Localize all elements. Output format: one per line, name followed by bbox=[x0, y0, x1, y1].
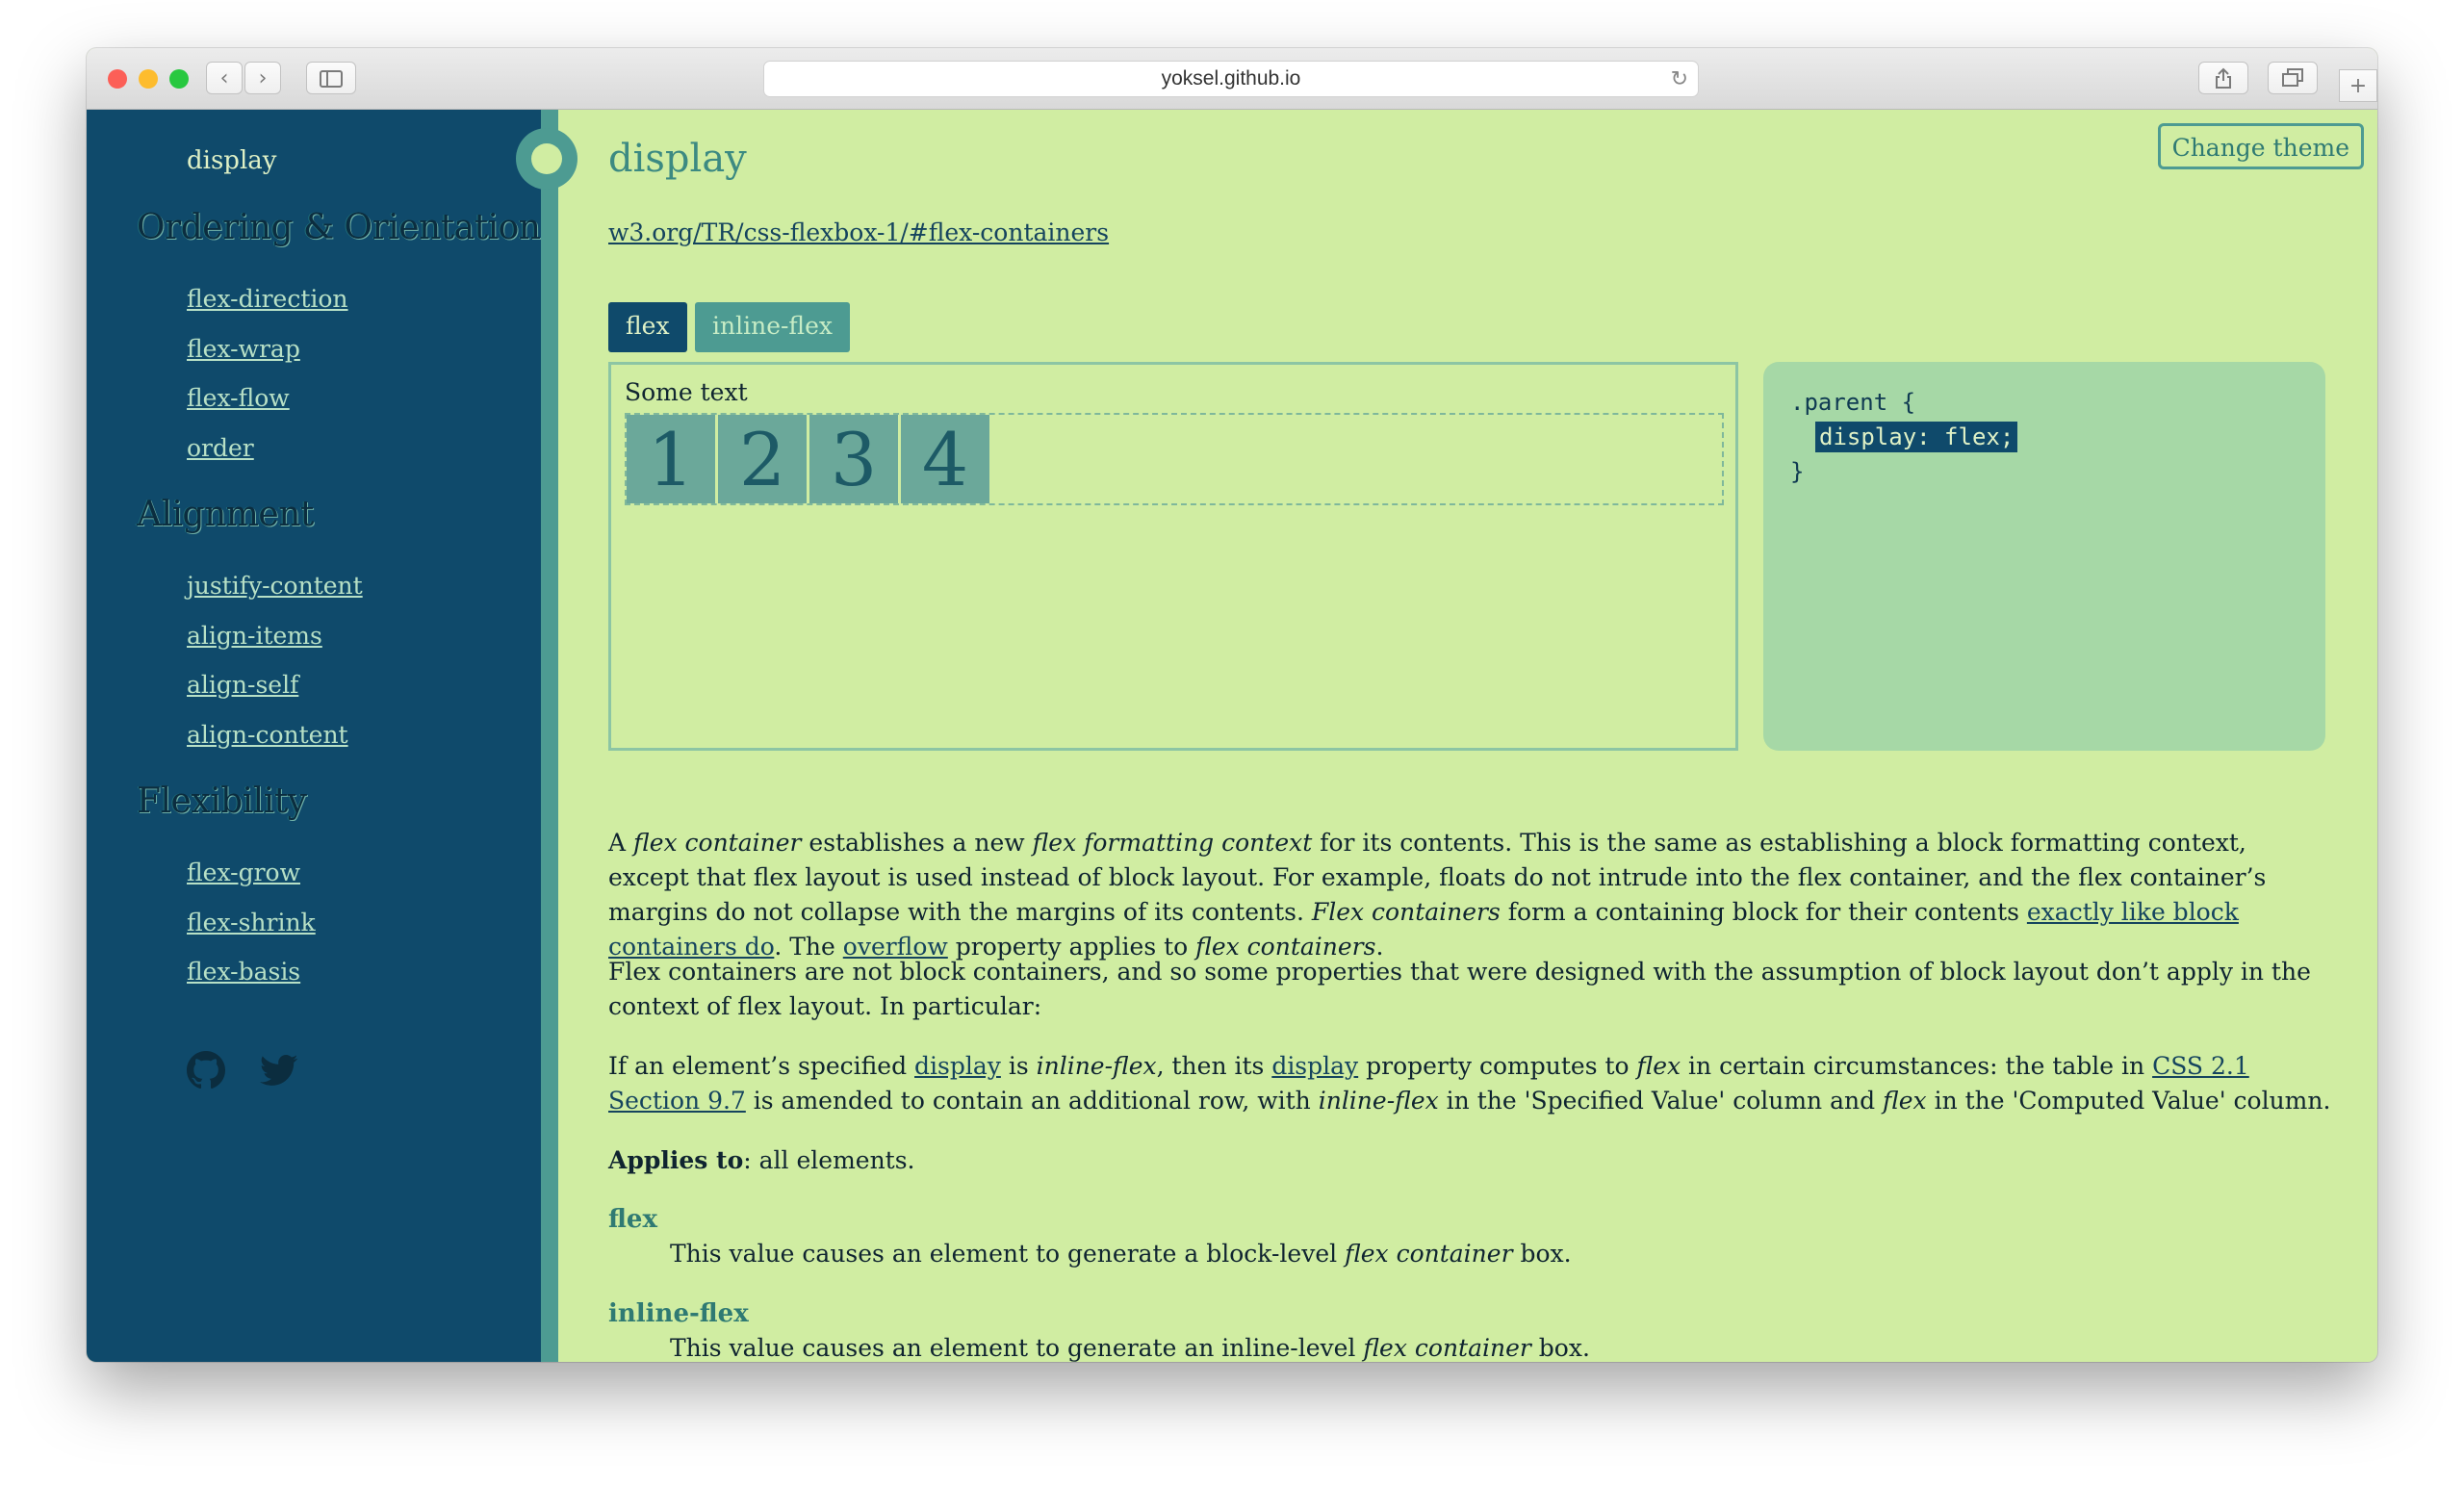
definition-description: This value causes an element to generate an inline-level flex container box. bbox=[670, 1334, 1590, 1362]
sidebar-heading: Alignment bbox=[137, 495, 314, 534]
plus-icon: + bbox=[2348, 74, 2368, 98]
page-title: display bbox=[608, 137, 747, 181]
sidebar-link[interactable]: flex-wrap bbox=[187, 335, 300, 363]
tab-flex[interactable]: flex bbox=[608, 302, 687, 352]
url-text: yoksel.github.io bbox=[1161, 67, 1301, 90]
browser-window bbox=[87, 48, 2377, 1362]
flex-item: 2 bbox=[718, 415, 807, 503]
minimize-window-button[interactable] bbox=[139, 69, 158, 89]
sidebar-link[interactable]: flex-direction bbox=[187, 285, 348, 313]
forward-button[interactable] bbox=[244, 62, 281, 94]
sidebar bbox=[87, 110, 541, 1362]
sidebar-heading: Flexibility bbox=[137, 782, 307, 821]
tab-inline-flex[interactable]: inline-flex bbox=[695, 302, 850, 352]
maximize-window-button[interactable] bbox=[169, 69, 189, 89]
chevron-left-icon: ‹ bbox=[219, 66, 229, 90]
code-line bbox=[1815, 423, 2017, 450]
applies-to: Applies to: all elements. bbox=[608, 1146, 915, 1174]
sidebar-icon bbox=[320, 70, 343, 88]
spec-link[interactable]: w3.org/TR/css-flexbox-1/#flex-containers bbox=[608, 218, 1110, 246]
code-line: } bbox=[1790, 458, 1805, 485]
inline-link[interactable]: display bbox=[1271, 1052, 1359, 1080]
address-bar[interactable] bbox=[763, 61, 1699, 97]
definition-description: This value causes an element to generate a block-level flex container box. bbox=[670, 1240, 1572, 1268]
flex-item: 3 bbox=[809, 415, 898, 503]
sidebar-current-item[interactable]: display bbox=[187, 146, 277, 175]
sidebar-link[interactable]: flex-shrink bbox=[187, 909, 316, 936]
twitter-icon[interactable] bbox=[260, 1051, 298, 1090]
inline-link[interactable]: exactly like block containers do bbox=[608, 898, 2239, 961]
inline-link[interactable]: CSS 2.1 Section 9.7 bbox=[608, 1052, 2249, 1115]
back-button[interactable] bbox=[206, 62, 243, 94]
sidebar-edge bbox=[541, 110, 558, 1362]
sidebar-heading: Ordering & Orientation bbox=[137, 208, 541, 247]
change-theme-button[interactable]: Change theme bbox=[2158, 123, 2364, 169]
chevron-right-icon: › bbox=[258, 66, 268, 90]
share-button[interactable] bbox=[2198, 62, 2248, 94]
share-icon bbox=[2214, 67, 2233, 89]
github-icon[interactable] bbox=[187, 1051, 225, 1090]
close-window-button[interactable] bbox=[108, 69, 127, 89]
sidebar-link[interactable]: align-items bbox=[187, 622, 322, 650]
demo-label: Some text bbox=[625, 378, 748, 406]
sidebar-link[interactable]: order bbox=[187, 434, 254, 462]
sidebar-link[interactable]: flex-flow bbox=[187, 384, 290, 412]
demo-area bbox=[608, 362, 1738, 751]
inline-link[interactable]: display bbox=[914, 1052, 1001, 1080]
code-line: .parent { bbox=[1790, 389, 1916, 416]
flex-item: 4 bbox=[901, 415, 989, 503]
sidebar-link[interactable]: align-content bbox=[187, 721, 348, 749]
tabs-overview-button[interactable] bbox=[2268, 62, 2318, 94]
code-highlight: display: flex; bbox=[1815, 422, 2017, 452]
flex-container-demo bbox=[625, 413, 1724, 505]
sidebar-link[interactable]: flex-basis bbox=[187, 958, 301, 986]
sidebar-link[interactable]: align-self bbox=[187, 671, 299, 699]
new-tab-button[interactable] bbox=[2339, 69, 2377, 102]
sidebar-link[interactable]: flex-grow bbox=[187, 859, 300, 886]
definition-term: inline-flex bbox=[608, 1299, 749, 1328]
paragraph: Flex containers are not block containers, and so some properties that were designed with the assumption of block layout don’t apply in the context of flex layout. In particular: bbox=[608, 958, 2311, 1020]
code-sample bbox=[1763, 362, 2325, 751]
page-content bbox=[87, 110, 2377, 1362]
reload-icon[interactable]: ↻ bbox=[1670, 66, 1688, 90]
main-content bbox=[558, 110, 2377, 1362]
tabs-icon bbox=[2282, 68, 2303, 88]
definition-term: flex bbox=[608, 1205, 657, 1234]
sidebar-link[interactable]: justify-content bbox=[187, 572, 363, 600]
browser-toolbar bbox=[87, 48, 2377, 110]
paragraph: If an element’s specified display is inline-flex, then its display property computes to flex in certain circumstances: the table in CSS 2.1 Section 9.7 is amended to contain an additional row, with inline-flex in the 'Specified Value' column and flex in the 'Computed Value' column. bbox=[608, 1052, 2331, 1115]
paragraph: A flex container establishes a new flex formatting context for its contents. This is the same as establishing a block formatting context, except that flex layout is used instead of block layout. For example, floats do not intrude into the flex container, and the flex container’s margins do not collapse with the margins of its contents. Flex containers form a containing block for their contents exactly like block containers do. The overflow property applies to flex containers. bbox=[608, 829, 2267, 961]
sidebar-toggle-button[interactable] bbox=[306, 62, 356, 94]
inline-link[interactable]: overflow bbox=[842, 933, 948, 961]
flex-item: 1 bbox=[627, 415, 715, 503]
